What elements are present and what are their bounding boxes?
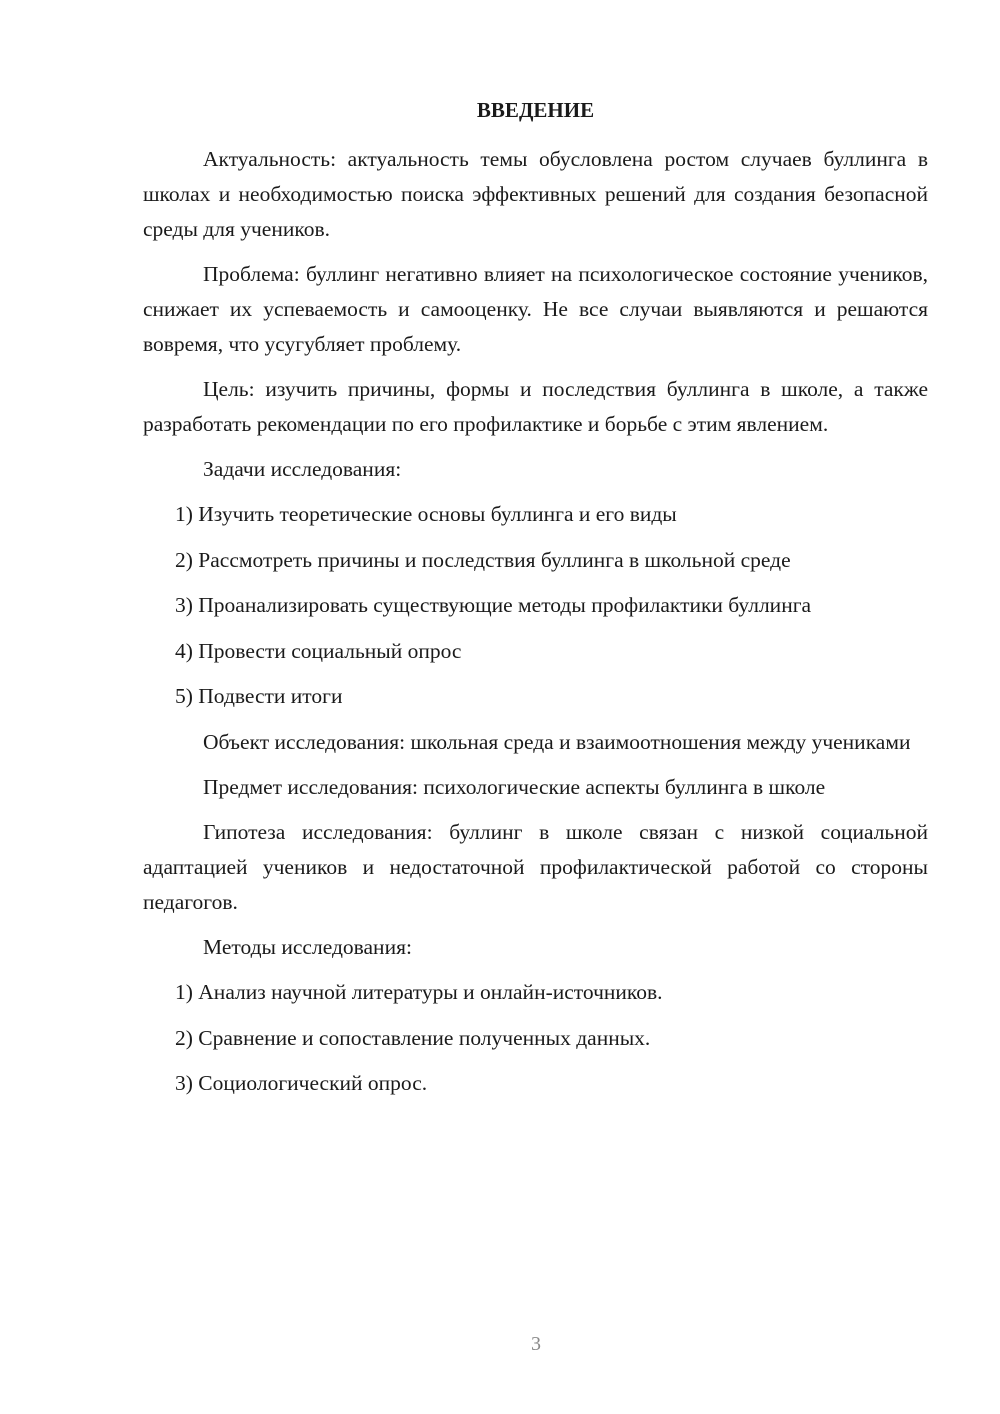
method-item: 3) Социологический опрос. — [175, 1071, 428, 1096]
relevance-paragraph: Актуальность: актуальность темы обусловлена ростом случаев буллинга в школах и необходимостью поиска эффективных решений для создания безопасной среды для учеников. — [143, 147, 928, 241]
hypothesis-paragraph: Гипотеза исследования: буллинг в школе связан с низкой социальной адаптацией учеников и недостаточной профилактической работой со стороны педагогов. — [143, 819, 928, 914]
task-item: 5) Подвести итоги — [175, 684, 343, 709]
goal-paragraph: Цель: изучить причины, формы и последствия буллинга в школе, а также разработать рекомендации по его профилактике и борьбе с этим явлением. — [143, 377, 928, 436]
task-item: 2) Рассмотреть причины и последствия буллинга в школьной среде — [175, 547, 791, 572]
section-title: ВВЕДЕНИЕ — [476, 98, 595, 122]
task-item: 3) Проанализировать существующие методы профилактики буллинга — [175, 593, 812, 618]
method-item: 2) Сравнение и сопоставление полученных данных. — [175, 1025, 651, 1050]
page-number: 3 — [531, 1333, 541, 1355]
method-item: 1) Анализ научной литературы и онлайн-источников. — [175, 979, 663, 1004]
methods-heading: Методы исследования: — [203, 934, 412, 959]
task-item: 1) Изучить теоретические основы буллинга и его виды — [175, 502, 677, 526]
subject-paragraph: Предмет исследования: психологические аспекты буллинга в школе — [203, 774, 826, 799]
task-item: 4) Провести социальный опрос — [175, 638, 462, 663]
tasks-heading: Задачи исследования: — [203, 457, 402, 481]
problem-paragraph: Проблема: буллинг негативно влияет на психологическое состояние учеников, снижает их успеваемость и самооценку. Не все случаи выявляются и решаются вовремя, что усугубляет проблему. — [143, 262, 928, 356]
document-body — [143, 142, 928, 1112]
object-paragraph: Объект исследования: школьная среда и взаимоотношения между учениками — [203, 729, 911, 754]
